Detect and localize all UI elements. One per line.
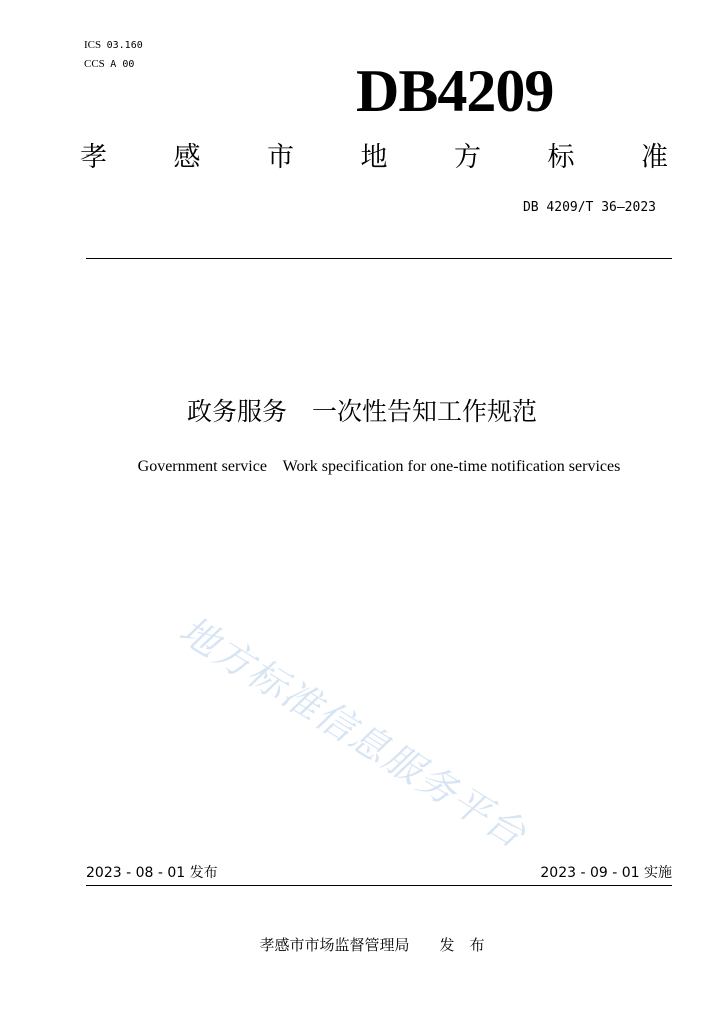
- ccs-line: [84, 55, 143, 74]
- ics-line: [84, 36, 143, 55]
- ccs-label: CCS: [84, 58, 105, 70]
- publisher-line: 孝感市市场监督管理局 发 布: [259, 936, 485, 954]
- ics-code: 03.160: [106, 40, 143, 51]
- standard-number: DB 4209/T 36—2023: [522, 200, 656, 215]
- standard-title-char: 准: [641, 142, 668, 173]
- standard-type-title: [80, 138, 668, 178]
- english-title: Government service Work specification for one-time notification services: [137, 458, 621, 475]
- chinese-title: 政务服务 一次性告知工作规范: [186, 397, 537, 426]
- implementation-date: 2023 - 09 - 01 实施: [540, 865, 672, 881]
- issue-date: 2023 - 08 - 01 发布: [86, 865, 218, 881]
- standard-title-char: 地: [360, 142, 388, 173]
- platform-watermark: 地方标准信息服务平台: [171, 607, 535, 857]
- standard-title-char: 标: [547, 142, 575, 173]
- header-divider: [86, 258, 672, 259]
- ccs-code: A 00: [110, 59, 135, 70]
- footer-divider: [86, 885, 672, 886]
- standard-title-char: 方: [454, 142, 481, 173]
- ics-label: ICS: [84, 39, 102, 51]
- standard-title-char: 孝: [80, 142, 107, 173]
- classification-codes: [84, 36, 143, 74]
- standard-title-char: 市: [267, 142, 294, 173]
- standard-code: DB4209: [356, 58, 554, 124]
- standard-title-char: 感: [173, 142, 201, 173]
